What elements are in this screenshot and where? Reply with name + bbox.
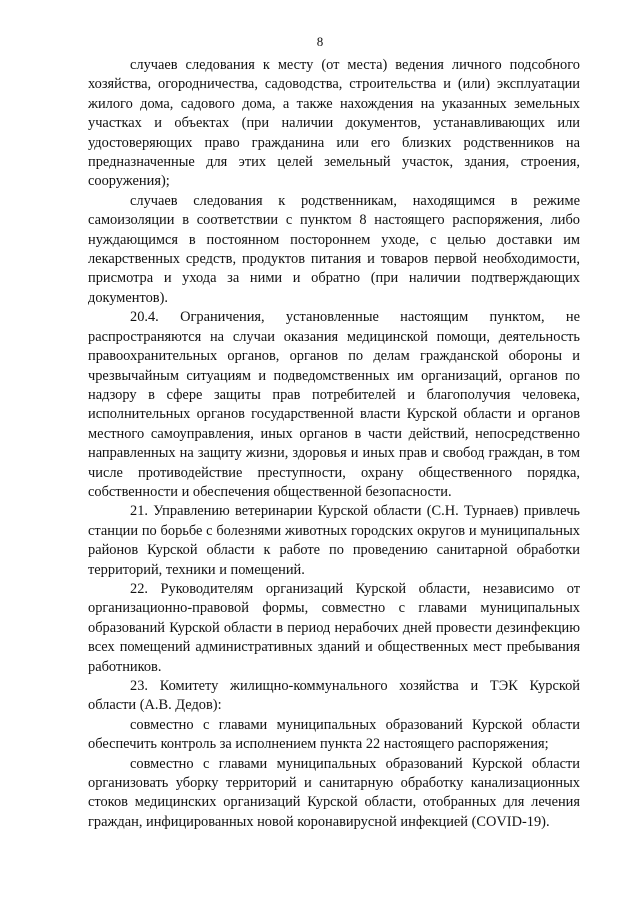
document-body [88, 56, 580, 832]
paragraph-23-cleaning: совместно с главами муниципальных образований Курской области организовать уборку территорий и санитарную обработку канализационных стоков медицинских организаций Курской области, отобранных для лечения граждан, инфицированных новой коронавирусной инфекцией (COVID-19). [88, 755, 580, 830]
paragraph-23: 23. Комитету жилищно-коммунального хозяйства и ТЭК Курской области (А.В. Дедов): [88, 678, 580, 714]
paragraph-relatives-trips: случаев следования к родственникам, находящимся в режиме самоизоляции в соответствии с пунктом 8 настоящего распоряжения, либо нуждающимся в постоянном постороннем уходе, с целью доставки им лекарственных средств, продуктов питания и товаров первой необходимости, присмотра и ухода за ними и обратно (при наличии подтверждающих документов). [88, 192, 580, 306]
page-number: 8 [316, 34, 324, 49]
paragraph-21: 21. Управлению ветеринарии Курской области (С.Н. Турнаев) привлечь станции по борьбе с болезнями животных городских округов и муниципальных районов Курской области к работе по проведению санитарной обработки территорий, техники и помещений. [88, 503, 580, 578]
paragraph-20-4: 20.4. Ограничения, установленные настоящим пунктом, не распространяются на случаи оказания медицинской помощи, деятельность правоохранительных органов, органов по делам гражданской обороны и чрезвычайным ситуациям и подведомственных им организаций, органов по надзору в сфере защиты прав потребителей и благополучия человека, исполнительных органов государственной власти Курской области и органов местного самоуправления, иных органов в части действий, непосредственно направленных на защиту жизни, здоровья и иных прав и свобод граждан, в том числе противодействие преступности, охрану общественного порядка, собственности и обеспечения общественной безопасности. [88, 309, 580, 500]
paragraph-23-control: совместно с главами муниципальных образований Курской области обеспечить контроль за исполнением пункта 22 настоящего распоряжения; [88, 716, 580, 753]
paragraph-garden-trips: случаев следования к месту (от места) ведения личного подсобного хозяйства, огородничества, садоводства, строительства и (или) эксплуатации жилого дома, садового дома, а также нахождения на указанных земельных участках и объектах (при наличии документов, устанавливающих или удостоверяющих право гражданина или его близких родственников на предназначенные для этих целей земельный участок, здания, строения, сооружения); [88, 57, 580, 190]
paragraph-22: 22. Руководителям организаций Курской области, независимо от организационно-правовой формы, совместно с главами муниципальных образований Курской области в период нерабочих дней провести дезинфекцию всех помещений административных зданий и общественных мест пребывания работников. [88, 580, 580, 675]
